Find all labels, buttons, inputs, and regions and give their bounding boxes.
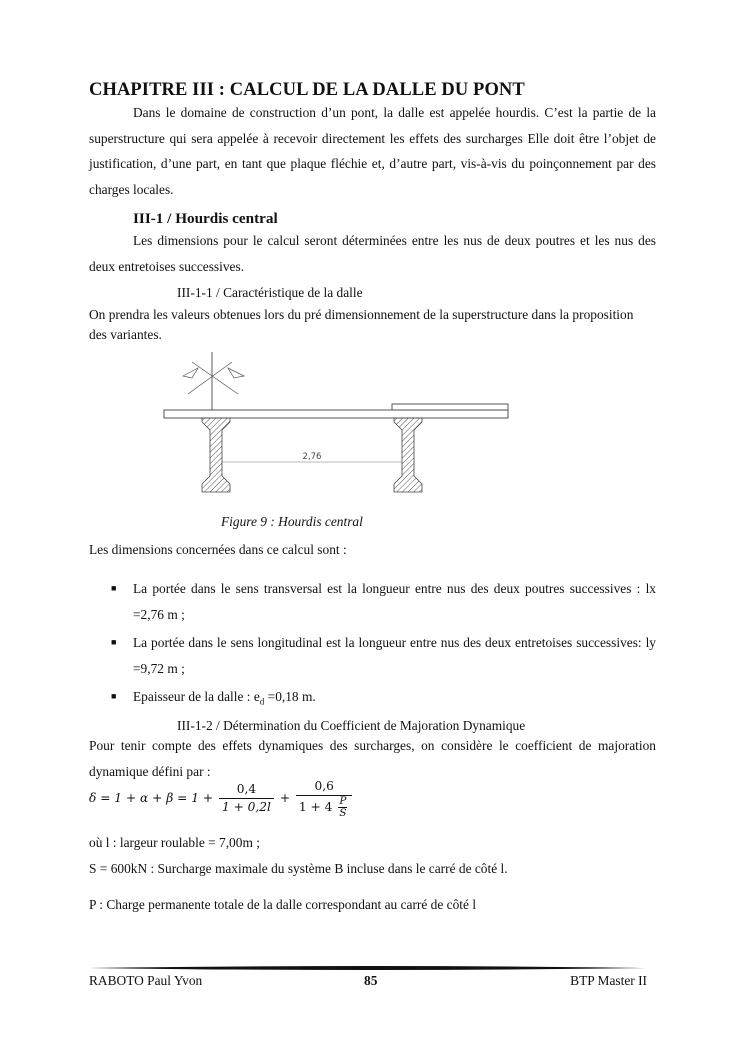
majoration-formula <box>89 778 354 819</box>
deck-slab <box>164 410 508 418</box>
intro-paragraph: Dans le domaine de construction d’un pont, la dalle est appelée hourdis. C’est la partie de la superstructure qui sera appelée à recevoir directement les effets des surcharges Elle doit être l’objet de justification, d’une part, en tant que plaque fléchie et, d’autre part, vis-à-vis du poinçonnement par des charges locales. <box>89 105 656 197</box>
subsection-heading-caracteristique: III-1-1 / Caractéristique de la dalle <box>177 285 363 300</box>
dimensions-intro: Les dimensions concernées dans ce calcul sont : <box>89 542 347 557</box>
definition-s: S = 600kN : Surcharge maximale du système B incluse dans le carré de côté l. <box>89 861 508 876</box>
footer-page-number: 85 <box>364 973 378 988</box>
hourdis-central-figure <box>150 348 520 500</box>
footer-program: BTP Master II <box>570 973 647 988</box>
footer-rule <box>89 964 645 972</box>
list-item <box>89 684 656 715</box>
formula-lhs: δ = 1 + α + β = 1 + <box>89 791 214 805</box>
footer-author: RABOTO Paul Yvon <box>89 973 203 988</box>
formula-plus: + <box>279 791 291 805</box>
sidewalk-curb <box>392 404 508 410</box>
definition-l: où l : largeur roulable = 7,00m ; <box>89 835 260 850</box>
bullet-square-icon: ■ <box>111 637 117 647</box>
formula-fraction-beta: 0,6 1 + 4 $\frac{P}{S}$ <box>296 778 353 819</box>
formula-fraction-p-over-s: $\frac{P}{S}$ <box>339 795 347 819</box>
list-item-text-suffix: =0,18 m. <box>264 689 316 704</box>
right-girder <box>394 418 422 492</box>
bullet-square-icon: ■ <box>111 691 117 701</box>
axis-marker-icon <box>183 352 244 410</box>
subsection-majoration-text: Pour tenir compte des effets dynamiques des surcharges, on considère le coefficient de majoration dynamique défini par : <box>89 738 656 779</box>
section-heading-hourdis-central: III-1 / Hourdis central <box>133 210 278 227</box>
list-item-text-prefix: Epaisseur de la dalle : e <box>133 689 260 704</box>
dimension-label: 2,76 <box>302 452 322 462</box>
definition-p: P : Charge permanente totale de la dalle correspondant au carré de côté l <box>89 897 477 912</box>
list-item-text: La portée dans le sens transversal est la longueur entre nus des deux poutres successives : lx =2,76 m ; <box>133 581 656 622</box>
subsection-caracteristique-text: On prendra les valeurs obtenues lors du pré dimensionnement de la superstructure dans la proposition des variantes. <box>89 307 634 342</box>
list-item <box>89 576 656 627</box>
bullet-square-icon: ■ <box>111 583 117 593</box>
subsection-heading-majoration: III-1-2 / Détermination du Coefficient de Majoration Dynamique <box>177 718 526 733</box>
formula-fraction-alpha: $\frac{0,4}{1 + 0,2l}$ <box>219 781 274 816</box>
dimensions-list <box>89 576 656 718</box>
chapter-title: CHAPITRE III : CALCUL DE LA DALLE DU PONT <box>89 80 525 100</box>
list-item-text: La portée dans le sens longitudinal est la longueur entre nus des deux entretoises successives: ly =9,72 m ; <box>133 635 656 676</box>
section-hourdis-text: Les dimensions pour le calcul seront déterminées entre les nus de deux poutres et les nus des deux entretoises successives. <box>89 233 656 274</box>
list-item-subscript: d <box>259 696 265 707</box>
figure-caption: Figure 9 : Hourdis central <box>221 514 363 529</box>
list-item <box>89 630 656 681</box>
left-girder <box>202 418 230 492</box>
